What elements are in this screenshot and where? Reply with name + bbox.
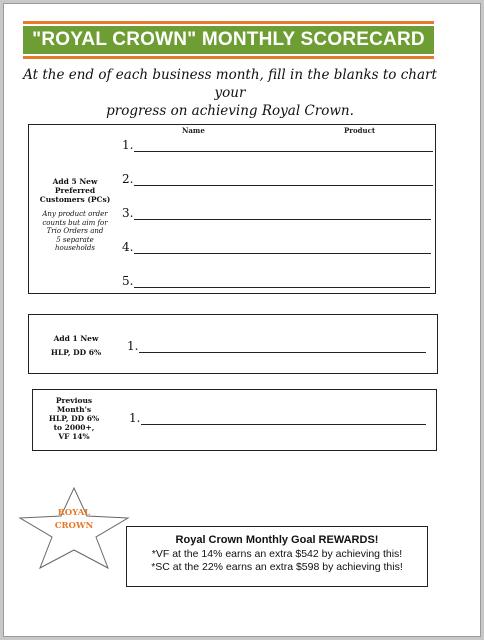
pc-entry-line[interactable]	[122, 139, 433, 152]
blank-line[interactable]	[134, 243, 431, 254]
rewards-line-2: *SC at the 22% earns an extra $598 by achieving this!	[151, 561, 403, 573]
entry-number: 2.	[122, 172, 134, 186]
entry-number: 1.	[129, 411, 141, 425]
previous-month-entry-line[interactable]	[129, 412, 426, 425]
pc-entry-line[interactable]	[122, 207, 431, 220]
intro-text	[20, 66, 440, 120]
blank-line[interactable]	[134, 209, 431, 220]
royal-crown-star	[17, 486, 131, 570]
intro-line-2: progress on achieving Royal Crown.	[106, 103, 354, 119]
blank-line[interactable]	[134, 175, 433, 186]
entry-number: 3.	[122, 206, 134, 220]
star-text-line-1: ROYAL	[57, 508, 91, 518]
entry-number: 1.	[127, 339, 139, 353]
pc-entry-line[interactable]	[122, 173, 433, 186]
pc-section-note: Any product order counts but aim for Trio Orders and 5 separate households	[42, 210, 108, 252]
entry-number: 5.	[122, 274, 134, 288]
blank-line[interactable]	[141, 414, 426, 425]
rewards-title: Royal Crown Monthly Goal REWARDS!	[175, 534, 379, 546]
intro-line-1: At the end of each business month, fill in the blanks to chart your	[23, 67, 437, 101]
rewards-line-1: *VF at the 14% earns an extra $542 by achieving this!	[151, 548, 403, 560]
banner-bottom-stripe	[23, 56, 434, 59]
blank-line[interactable]	[139, 342, 426, 353]
product-column-header: Product	[344, 126, 376, 135]
blank-line[interactable]	[134, 277, 430, 288]
pc-section-label: Add 5 New Preferred Customers (PCs)	[39, 177, 111, 204]
hlp-section-label: Add 1 New HLP, DD 6%	[50, 334, 102, 357]
name-column-header: Name	[182, 126, 205, 135]
hlp-entry-line[interactable]	[127, 340, 426, 353]
banner-top-stripe	[23, 21, 434, 24]
rewards-box	[126, 526, 428, 587]
entry-number: 4.	[122, 240, 134, 254]
page-title: "ROYAL CROWN" MONTHLY SCORECARD	[23, 26, 434, 54]
entry-number: 1.	[122, 138, 134, 152]
pc-entry-line[interactable]	[122, 241, 431, 254]
pc-entry-line[interactable]	[122, 275, 430, 288]
blank-line[interactable]	[134, 141, 433, 152]
star-text-line-2: CROWN	[54, 521, 94, 531]
previous-month-section-label: Previous Month's HLP, DD 6% to 2000+, VF 14%	[48, 396, 100, 441]
